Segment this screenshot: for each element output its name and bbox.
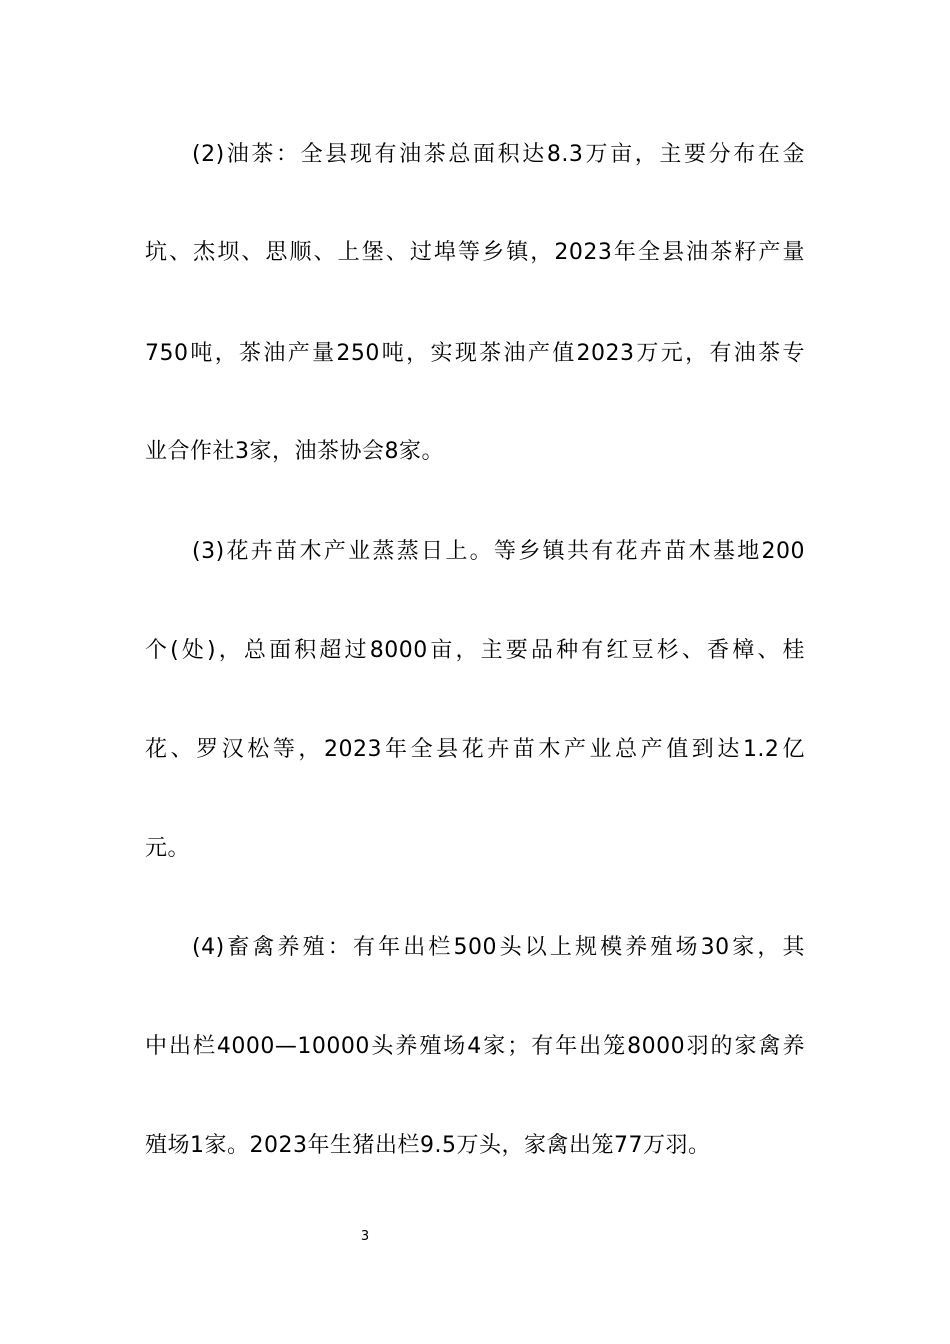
paragraph-livestock-line-3: 殖场1家。2023年生猪出栏9.5万头，家禽出笼77万羽。 [145, 1133, 711, 1158]
paragraph-livestock-line-2: 中出栏4000—10000头养殖场4家；有年出笼8000羽的家禽养 [145, 1034, 805, 1059]
paragraph-nursery-line-1: (3)花卉苗木产业蒸蒸日上。等乡镇共有花卉苗木基地200 [192, 539, 805, 564]
paragraph-livestock-line-1: (4)畜禽养殖：有年出栏500头以上规模养殖场30家，其 [192, 935, 805, 960]
paragraph-oil-tea-line-4: 业合作社3家，油茶协会8家。 [145, 439, 444, 464]
paragraph-oil-tea-line-3: 750吨，茶油产量250吨，实现茶油产值2023万元，有油茶专 [145, 341, 805, 366]
paragraph-nursery-line-3: 花、罗汉松等，2023年全县花卉苗木产业总产值到达1.2亿 [145, 737, 805, 762]
paragraph-nursery-line-2: 个(处)，总面积超过8000亩，主要品种有红豆杉、香樟、桂 [145, 638, 805, 663]
paragraph-oil-tea-line-2: 坑、杰坝、思顺、上堡、过埠等乡镇，2023年全县油茶籽产量 [145, 240, 805, 265]
paragraph-nursery-line-4: 元。 [145, 836, 191, 861]
paragraph-oil-tea-line-1: (2)油茶：全县现有油茶总面积达8.3万亩，主要分布在金 [192, 142, 805, 167]
page-number: 3 [360, 1229, 370, 1244]
